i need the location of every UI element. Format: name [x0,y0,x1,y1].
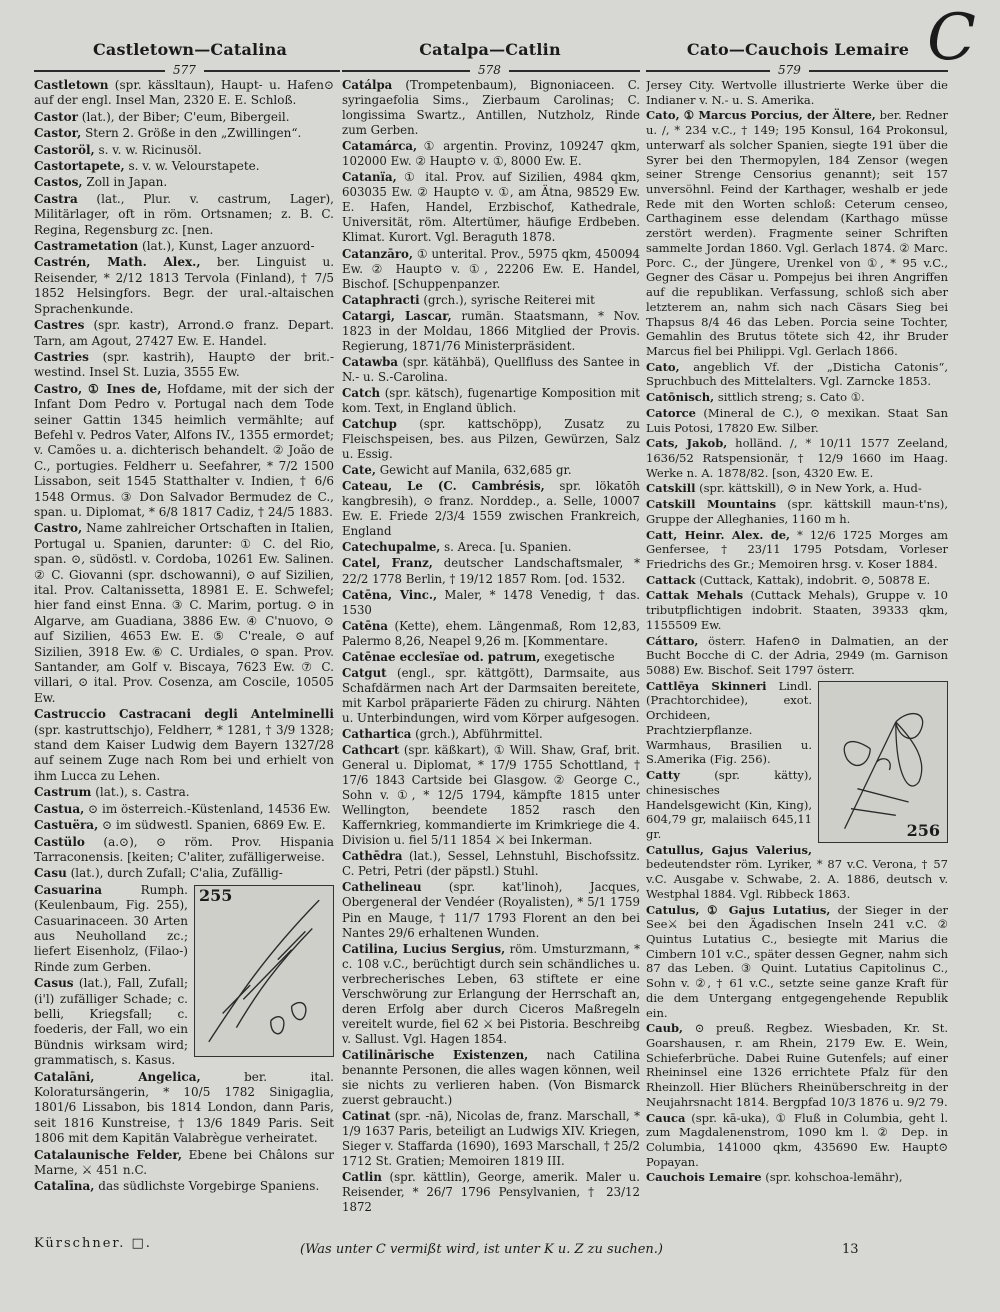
footer-note: (Was unter C vermißt wird, ist unter K u. Z zu suchen.) [300,1242,663,1257]
entry-headword: Castra [34,191,78,206]
entry [646,406,948,435]
entry-headword: Catilina, Lucius Sergius, [342,941,506,956]
entry-text: ber. ital. Koloratursängerin, * 10/5 1782 Sinigaglia, 1801/6 Lissabon, bis 1814 London, dann Paris, seit 1816 Kunstreise, † 13/6 1849 Paris. Seit 1806 mit dem Kapitän Valabrègue verheiratet. [34,1069,334,1146]
entry-text: (spr. kastr), Arrond.⊙ franz. Depart. Tarn, am Agout, 27427 Ew. E. Handel. [34,318,334,348]
entry-headword: Catōnisch, [646,390,715,405]
entry-headword: Cathartica [342,726,412,741]
entry-text: nach Catilina benannte Personen, die alles wagen können, weil sie nichts zu verlieren haben. (Von Bismarck zuerst gebraucht.) [342,1047,640,1108]
entry-text: Jersey City. Wertvolle illustrierte Werke über die Indianer v. N.- u. S. Amerika. [646,78,948,107]
entry-headword: Castrén, Math. Alex., [34,255,201,270]
entry [342,743,640,848]
entry-headword: Castruccio Castracani degli Antelminelli [34,707,334,722]
entry-text: (spr. käßkart), ① Will. Shaw, Graf, brit. General u. Diplomat, * 17/9 1755 Schottland, † 17/6 1843 Cartside bei Glasgow. ② George C., Sohn v. ①, * 12/5 1794, kämpfte 1815 unter Wellington, beendete 1852 rasch den Kaffernkrieg, kommandierte im Krimkriege die 4. Division u. fiel 5/11 1854 ⚔ bei Inkerman. [342,743,640,848]
entry [34,818,334,833]
figure-256 [818,681,948,843]
entry-headword: Catty [646,768,680,783]
section-letter: C [927,1,976,75]
entry-headword: Castor [34,109,78,124]
entry-text: (lat., Plur. v. castrum, Lager), Militärlager, oft in röm. Ortsnamen; z. B. C. Regina, Regensburg zc. [nen. [34,191,334,237]
entry-headword: Catēna [342,618,389,633]
entry-headword: Casu [34,866,67,881]
entry-headword: Catalīna, [34,1179,95,1194]
entry-text: (a.⊙), ⊙ röm. Prov. Hispania Tarraconensis. [keiten; C'aliter, zufälligerweise. [34,834,334,864]
entry [342,556,640,586]
entry-headword: Catanïa, [342,170,397,185]
header-middle: Catalpa—Catlin [419,40,561,59]
entry-headword: Cauca [646,1110,686,1125]
entry [34,835,334,866]
column-right [646,78,948,1238]
entry-text: (spr. kastruttschjo), Feldherr, * 1281, † 3/9 1328; stand dem Kaiser Ludwig dem Bayern 1327/28 auf seinem Zuge nach Rom bei und erhielt von ihm Lucca zu Lehen. [34,722,334,783]
entry-headword: Castor, [34,126,82,141]
entry [34,785,334,800]
entry [646,573,948,588]
entry [34,1179,334,1194]
entry [34,382,334,521]
entry [34,707,334,784]
entry [342,78,640,138]
entry-headword: Catalaunische Felder, [34,1147,183,1162]
entry-headword: Catilinārische Existenzen, [342,1047,529,1062]
entry-text: (spr. kattschöpp), Zusatz zu Fleischspeisen, bes. aus Pilzen, Gewürzen, Salz u. Essig. [342,417,640,462]
entry-text: (Cuttack Mehals), Gruppe v. 10 tributpflichtigen indobrit. Staaten, 39333 qkm, 1155509 Ew. [646,588,948,632]
entry-headword: Castletown [34,78,109,92]
entry-headword: Cataphracti [342,292,420,307]
entry-headword: Catt, Heinr. Alex. de, [646,527,791,542]
entry [646,481,948,496]
entry [342,139,640,169]
entry-headword: Cauchois Lemaire [646,1170,762,1185]
entry [646,390,948,405]
entry-headword: Catchup [342,417,397,432]
entry-text: ⊙ im südwestl. Spanien, 6869 Ew. E. [98,818,326,833]
entry-text: (engl., spr. kättgött), Darmsaite, aus Schafdärmen nach Art der Darmsaiten bereitete, mit Karbol präparierte Fäden zu chirurg. Nähten u. Unterbindungen, wird vom Körper aufgesogen. [342,665,640,725]
entry [34,159,334,174]
entry [646,843,948,902]
entry-text: (spr. kässltaun), Haupt- u. Hafen⊙ auf der engl. Insel Man, 2320 E. E. Schloß. [34,78,334,108]
entry-text: Rumph. (Keulenbaum, Fig. 255), Casuarinaceen. 30 Arten aus Neuholland zc.; liefert Eisenholz, (Filao-) Rinde zum Gerben. [34,882,188,974]
figure-number: 255 [199,885,233,905]
entry [342,619,640,649]
entry-text: (spr. kättlin), George, amerik. Maler u. Reisender, * 26/7 1796 Pensylvanien, † 23/12 1872 [342,1170,640,1215]
entry-text: ⊙ preuß. Regbez. Wiesbaden, Kr. St. Goarshausen, r. am Rhein, 2179 Ew. E. Wein, Schieferbrüche. Dabei Ruine Gutenfels; auf einer Rheininsel eine 1326 errichtete Pfalz für den Rheinzoll. Hier Blüchers Rheinüberschreitg in der Neujahrsnacht 1814. Bergpfad 10/3 1876 u. 9/2 79. [646,1021,948,1109]
entry [646,634,948,678]
column-left [34,78,334,1238]
entry [342,463,640,478]
entry [34,866,334,881]
entry [34,1070,334,1147]
entry-headword: Catechupalme, [342,540,441,555]
figure-number: 256 [906,821,940,841]
entry-headword: Cato, [646,359,680,374]
entry [34,521,334,706]
entry [646,528,948,572]
entry [342,417,640,462]
entry [646,1111,948,1170]
entry-headword: Castries [34,349,89,364]
entry-text: (spr. kättskill), ⊙ in New York, a. Hud- [695,481,922,496]
entry [342,540,640,555]
entry-headword: Cathelineau [342,880,422,895]
header-right: Cato—Cauchois Lemaire [686,40,910,59]
entry-headword: Cattack [646,572,696,587]
entry [342,386,640,416]
entry-headword: Catargi, Lascar, [342,308,452,323]
entry [646,436,948,480]
entry-text: ⊙ im österreich.-Küstenland, 14536 Ew. [84,801,331,816]
entry-text: deutscher Landschaftsmaler, * 22/2 1778 Berlin, † 19/12 1857 Rom. [od. 1532. [342,556,640,586]
entry [342,309,640,354]
entry-text: (Cuttack, Kattak), indobrit. ⊙, 50878 E. [695,572,931,587]
entry [34,802,334,817]
entry-headword: Castro, ① Ines de, [34,381,162,396]
entry-headword: Catēna, Vinc., [342,587,438,602]
header-left: Castletown—Catalina [92,40,288,59]
entry-text: (Trompetenbaum), Bignoniaceen. C. syringaefolia Sims., Zierbaum Carolinas; C. longissima Swartz., Antillen, Nutzholz, Rinde zum Gerben. [342,78,640,138]
entry-text: * 12/6 1725 Morges am Genfersee, † 23/11 1795 Potsdam, Vorleser Friedrichs des Gr.; Memoiren hrsg. v. Koser 1884. [646,527,948,571]
entry-headword: Castua, [34,801,85,816]
entry-headword: Casuarina [34,882,102,897]
entry [342,942,640,1047]
entry-headword: Catalāni, Angelica, [34,1069,201,1084]
entry [34,110,334,125]
entry [342,355,640,385]
entry-text: (spr. kätähbä), Quellfluss des Santee in N.- u. S.-Carolina. [342,354,640,384]
entry-text: der Sieger in der See⚔ bei den Ägadischen Inseln 241 v.C. ② Quintus Lutatius C., besiegte mit Marius die Cimbern 101 v.C., später dessen Gegner, nahm sich 87 das Leben. ③ Quint. Lutatius Capitolinus C., Sohn v. ②, † 61 v.C., setzte seine ganze Kraft für die dem Untergang entgegengehende Republik ein. [646,902,948,1020]
entry [34,239,334,254]
entry [34,78,334,109]
entry-headword: Cats, Jakob, [646,436,728,451]
entry-text: österr. Hafen⊙ in Dalmatien, an der Bucht Bocche di C. der Adria, 2949 (m. Garnison 5088) Ew. Bischof. Seit 1797 österr. [646,633,948,678]
column-middle [342,78,640,1238]
entry [34,143,334,158]
entry [342,666,640,726]
footer-number: 13 [842,1242,859,1257]
entry [646,1170,948,1185]
entry-text: (lat.), der Biber; C'eum, Bibergeil. [77,109,290,124]
entry-headword: Cateau, Le (C. Cambrésis, [342,479,545,494]
entry [342,588,640,618]
entry [34,255,334,317]
entry [342,170,640,245]
entry-text: s. v. w. Ricinusöl. [94,142,202,157]
entry-headword: Catel, Franz, [342,556,433,571]
entry [34,126,334,141]
entry-headword: Catgut [342,665,387,680]
entry-text: exegetische [540,649,615,664]
entry [342,880,640,940]
entry-headword: Castoröl, [34,142,95,157]
entry-headword: Cathēdra [342,849,403,864]
entry [342,1170,640,1215]
entry-text: (spr. kastrih), Haupt⊙ der brit.-westind. Insel St. Luzia, 3555 Ew. [34,349,334,380]
entry-headword: Cate, [342,463,376,478]
figure-255 [194,885,334,1057]
entry-text: ber. Redner u. /, * 234 v.C., † 149; 195 Konsul, 164 Prokonsul, unterwarf als solcher Spanien, siegte 191 über die Syrer bei den Thermopylen, 184 Zensor (wegen seiner Strenge Censorius genannt); seit 157 unversöhnl. Feind der Karthager, weshalb er jede Rede mit den Worten schloß: Ceterum censeo, Carthaginem esse delendam (Karthago müsse zerstört werden). Fragmente seiner Schriften sammelte Jordan 1860. Vgl. Gerlach 1874. ② Marc. Porc. C., der Jüngere, Urenkel von ①, * 95 v.C., Gegner des Cäsar u. Pompejus bei ihren Angriffen auf die republikan. Verfassung, schloß sich aber letzterem an, nahm sich nach Cäsars Sieg bei Thapsus 8/4 46 das Leben. Porcia seine Tochter, Gemahlin des Brutus tötete sich 42, ihr Bruder Marcus fiel bei Philippi. Vgl. Gerlach 1866. [646,108,948,358]
entry-text: Lindl. (Prachtorchidee), exot. Orchideen, Prachtzierpflanze. Warmhaus, Brasilien u. S.Amerika (Fig. 256). [646,678,812,767]
entry-headword: Castrum [34,785,92,800]
entry-text: holländ. /, * 10/11 1577 Zeeland, 1636/52 Ratspensionär, † 12/9 1660 im Haag. Werke n. A. 1878/82. [son, 4320 Ew. E. [646,436,948,480]
entry [646,903,948,1021]
entry-headword: Castülo [34,834,85,849]
cattleya-illustration [819,682,947,842]
entry-headword: Castos, [34,175,83,190]
entry-text: rumän. Staatsmann, * Nov. 1823 in der Moldau, 1866 Mitglied der Provis. Regierung, 1871/76 Ministerpräsident. [342,308,640,353]
entry [342,479,640,539]
entry-text: spr. lökatōh kangbresih), ⊙ franz. Norddep., a. Selle, 10007 Ew. E. Friede 2/3/4 1559 zwischen Frankreich, England [342,479,640,539]
casuarina-illustration [195,886,333,1056]
entry [646,108,948,358]
entry-text: (Kette), ehem. Längenmaß, Rom 12,83, Palermo 8,26, Neapel 9,26 m. [Kommentare. [342,618,640,648]
entry-text: (lat.), s. Castra. [91,785,190,800]
page-number-left: 577 [165,63,204,77]
entry-text: röm. Umsturzmann, * c. 108 v.C., berüchtigt durch sein schändliches u. verbrecherisches Leben, 63 stiftete er eine Verschwörung zur Erlangung der Herrschaft an, deren Erfolg aber durch Ciceros Maßregeln vereitelt wurde, fiel 62 ⚔ bei Pistoria. Beschreibg v. Sallust. Vgl. Hagen 1854. [342,941,640,1046]
entry-headword: Catēnae ecclesïae od. patrum, [342,649,541,664]
entry-headword: Cato, ① Marcus Porcius, der Ältere, [646,108,876,123]
entry-headword: Catawba [342,354,398,369]
entry-headword: Catulus, ① Gajus Lutatius, [646,902,831,917]
entry-headword: Catskill Mountains [646,497,777,512]
entry [646,360,948,389]
entry-headword: Casus [34,976,74,991]
entry [646,1021,948,1109]
entry [342,247,640,292]
entry [34,350,334,381]
entry-headword: Catullus, Gajus Valerius, [646,842,812,857]
entry-text: ① unterital. Prov., 5975 qkm, 450094 Ew. ② Haupt⊙ v. ①, 22206 Ew. E. Handel, Bischof. [Schuppenpanzer. [342,246,640,291]
entry-headword: Castortapete, [34,159,125,174]
entry [34,318,334,349]
entry [34,1148,334,1179]
entry [646,588,948,632]
entry [342,1109,640,1169]
entry-headword: Cattak Mehals [646,588,744,603]
entry-headword: Catch [342,385,381,400]
entry-text: (spr. kätty), chinesisches Handelsgewicht (Kin, King), 604,79 gr, malaiisch 645,11 gr. [646,768,812,841]
entry [34,175,334,190]
entry-text: (grch.), syrische Reiterei mit [419,292,595,307]
entry-text: (spr. kā-uka), ① Fluß in Columbia, geht l. zum Magdalenenstrom, 1090 km l. ② Dep. in Columbia, 141000 qkm, 435690 Ew. Haupt⊙ Popayan. [646,1110,948,1169]
entry-headword: Castro, [34,521,83,536]
entry-text: (Mineral de C.), ⊙ mexikan. Staat San Luis Potosi, 17820 Ew. Silber. [646,405,948,435]
entry [342,650,640,665]
entry-text: (spr. -nā), Nicolas de, franz. Marschall, * 1/9 1637 Paris, beteiligt an Ludwigs XIV. Kriegen, Sieger v. Staffarda (1690), 1693 Marschall, † 25/2 1712 St. Gratien; Memoiren 1819 III. [342,1109,640,1169]
entry-text: Gewicht auf Manila, 632,685 gr. [375,463,572,478]
entry [646,78,948,107]
entry-text: ① ital. Prov. auf Sizilien, 4984 qkm, 603035 Ew. ② Haupt⊙ v. ①, am Ätna, 98529 Ew. E. Hafen, Handel, Erzbischof, Kathedrale, Universität, röm. Altertümer, häufige Erdbeben. Klimat. Kurort. Vgl. Beraguth 1878. [342,170,640,245]
signature-mark: Kürschner. □. [34,1236,152,1251]
entry-text: Maler, * 1478 Venedig, † das. 1530 [342,587,640,617]
entry-headword: Cathcart [342,743,400,758]
entry-text: (spr. kohschoa-lemähr), [761,1170,903,1185]
entry-headword: Catinat [342,1109,391,1124]
page-number-right: 579 [770,63,809,77]
entry-text: sittlich streng; s. Cato ①. [714,390,865,405]
entry [34,192,334,238]
entry-text: Zoll in Japan. [82,175,168,190]
entry-text: (lat.), durch Zufall; C'alia, Zufällig- [66,866,283,881]
entry-headword: Cáttaro, [646,633,699,648]
entry-text: s. v. w. Velourstapete. [124,159,260,174]
entry-text: (lat.), Sessel, Lehnstuhl, Bischofssitz. C. Petri, Petri (der päpstl.) Stuhl. [342,849,640,879]
page-number-middle: 578 [470,63,509,77]
entry-text: (grch.), Abführmittel. [411,726,543,741]
entry-headword: Cattlēya Skinneri [646,678,767,693]
entry-text: (spr. kat'linoh), Jacques, Obergeneral der Vendéer (Royalisten), * 5/1 1759 Pin en Mauge, † 11/7 1793 Florent an den bei Nantes 29/6 erhaltenen Wunden. [342,880,640,940]
entry-headword: Castrametation [34,239,139,254]
entry-text: (spr. kättskill maun-t'ns), Gruppe der Alleghanies, 1160 m h. [646,497,948,526]
entry-text: (lat.), Fall, Zufall; (i'l) zufälliger Schade; c. belli, Kriegsfall; c. foederis, der Fall, wo ein Bündnis wirksam wird; grammatisch, s. Kasus. [34,976,188,1068]
entry-text: Ebene bei Châlons sur Marne, ⚔ 451 n.C. [34,1147,334,1178]
entry-headword: Castres [34,318,85,333]
entry [342,849,640,879]
entry [646,497,948,526]
entry-text: s. Areca. [u. Spanien. [440,540,572,555]
entry-headword: Caub, [646,1021,684,1036]
entry-headword: Catanzāro, [342,246,413,261]
entry-headword: Catlin [342,1170,382,1185]
entry-headword: Catskill [646,481,696,496]
entry [342,1048,640,1108]
entry-text: das südlichste Vorgebirge Spaniens. [94,1179,320,1194]
entry-text: Hofdame, mit der sich der Infant Dom Pedro v. Portugal nach dem Tode seiner Gattin 1345 heimlich vermählte; auf Befehl v. Pedros Vater, Alfons IV., 1355 ermordet; v. Camões u. a. dichterisch behandelt. ② João de C., portugies. Feldherr u. Seefahrer, * 7/2 1500 Lissabon, seit 1545 Statthalter v. Indien, † 6/6 1548 Ormus. ③ Don Salvador Bermudez de C., span. u. Diplomat, * 6/8 1817 Cadiz, † 24/5 1883. [34,381,334,519]
entry [342,727,640,742]
entry-headword: Castuëra, [34,818,99,833]
entry-text: Stern 2. Größe in den „Zwillingen“. [81,126,302,141]
entry-text: bedeutendster röm. Lyriker, * 87 v.C. Verona, † 57 v.C. Ausgabe v. Schwabe, 2. A. 1886, deutsch v. Westphal 1884. Vgl. Ribbeck 1863. [646,857,948,901]
entry-text: angeblich Vf. der „Disticha Catonis“, Spruchbuch des Mittelalters. Vgl. Zarncke 1853. [646,359,948,389]
entry-text: (spr. kätsch), fugenartige Komposition mit kom. Text, in England üblich. [342,385,640,415]
entry-text: Name zahlreicher Ortschaften in Italien, Portugal u. Spanien, darunter: ① C. del Rio, span. ⊙, südöstl. v. Cordoba, 10261 Ew. Salinen. ② C. Giovanni (spr. dschowanni), ⊙ auf Sizilien, ital. Prov. Caltanissetta, 18981 E. E. Schwefel; hier fand einst Enna. ③ C. Marim, portug. ⊙ in Algarve, am Guadiana, 3886 Ew. ④ C'nuovo, ⊙ auf Sizilien, 4653 Ew. E. ⑤ C'reale, ⊙ auf Sizilien, 3918 Ew. ⑥ C. Urdiales, ⊙ span. Prov. Santander, am Golf v. Biscaya, 7623 Ew. ⑦ C. villari, ⊙ ital. Prov. Cosenza, am Coscile, 10505 Ew. [34,521,334,705]
entry-text: ber. Linguist u. Reisender, * 2/12 1813 Tervola (Finland), † 7/5 1852 Helsingfors. Begr. der ural.-altaischen Sprachenkunde. [34,255,334,316]
entry-headword: Catamárca, [342,139,418,154]
entry-text: ① argentin. Provinz, 109247 qkm, 102000 Ew. ② Haupt⊙ v. ①, 8000 Ew. E. [342,139,640,169]
entry-headword: Catorce [646,405,696,420]
entry [342,293,640,308]
entry-text: (lat.), Kunst, Lager anzuord- [138,239,315,254]
entry-headword: Catálpa [342,78,393,92]
